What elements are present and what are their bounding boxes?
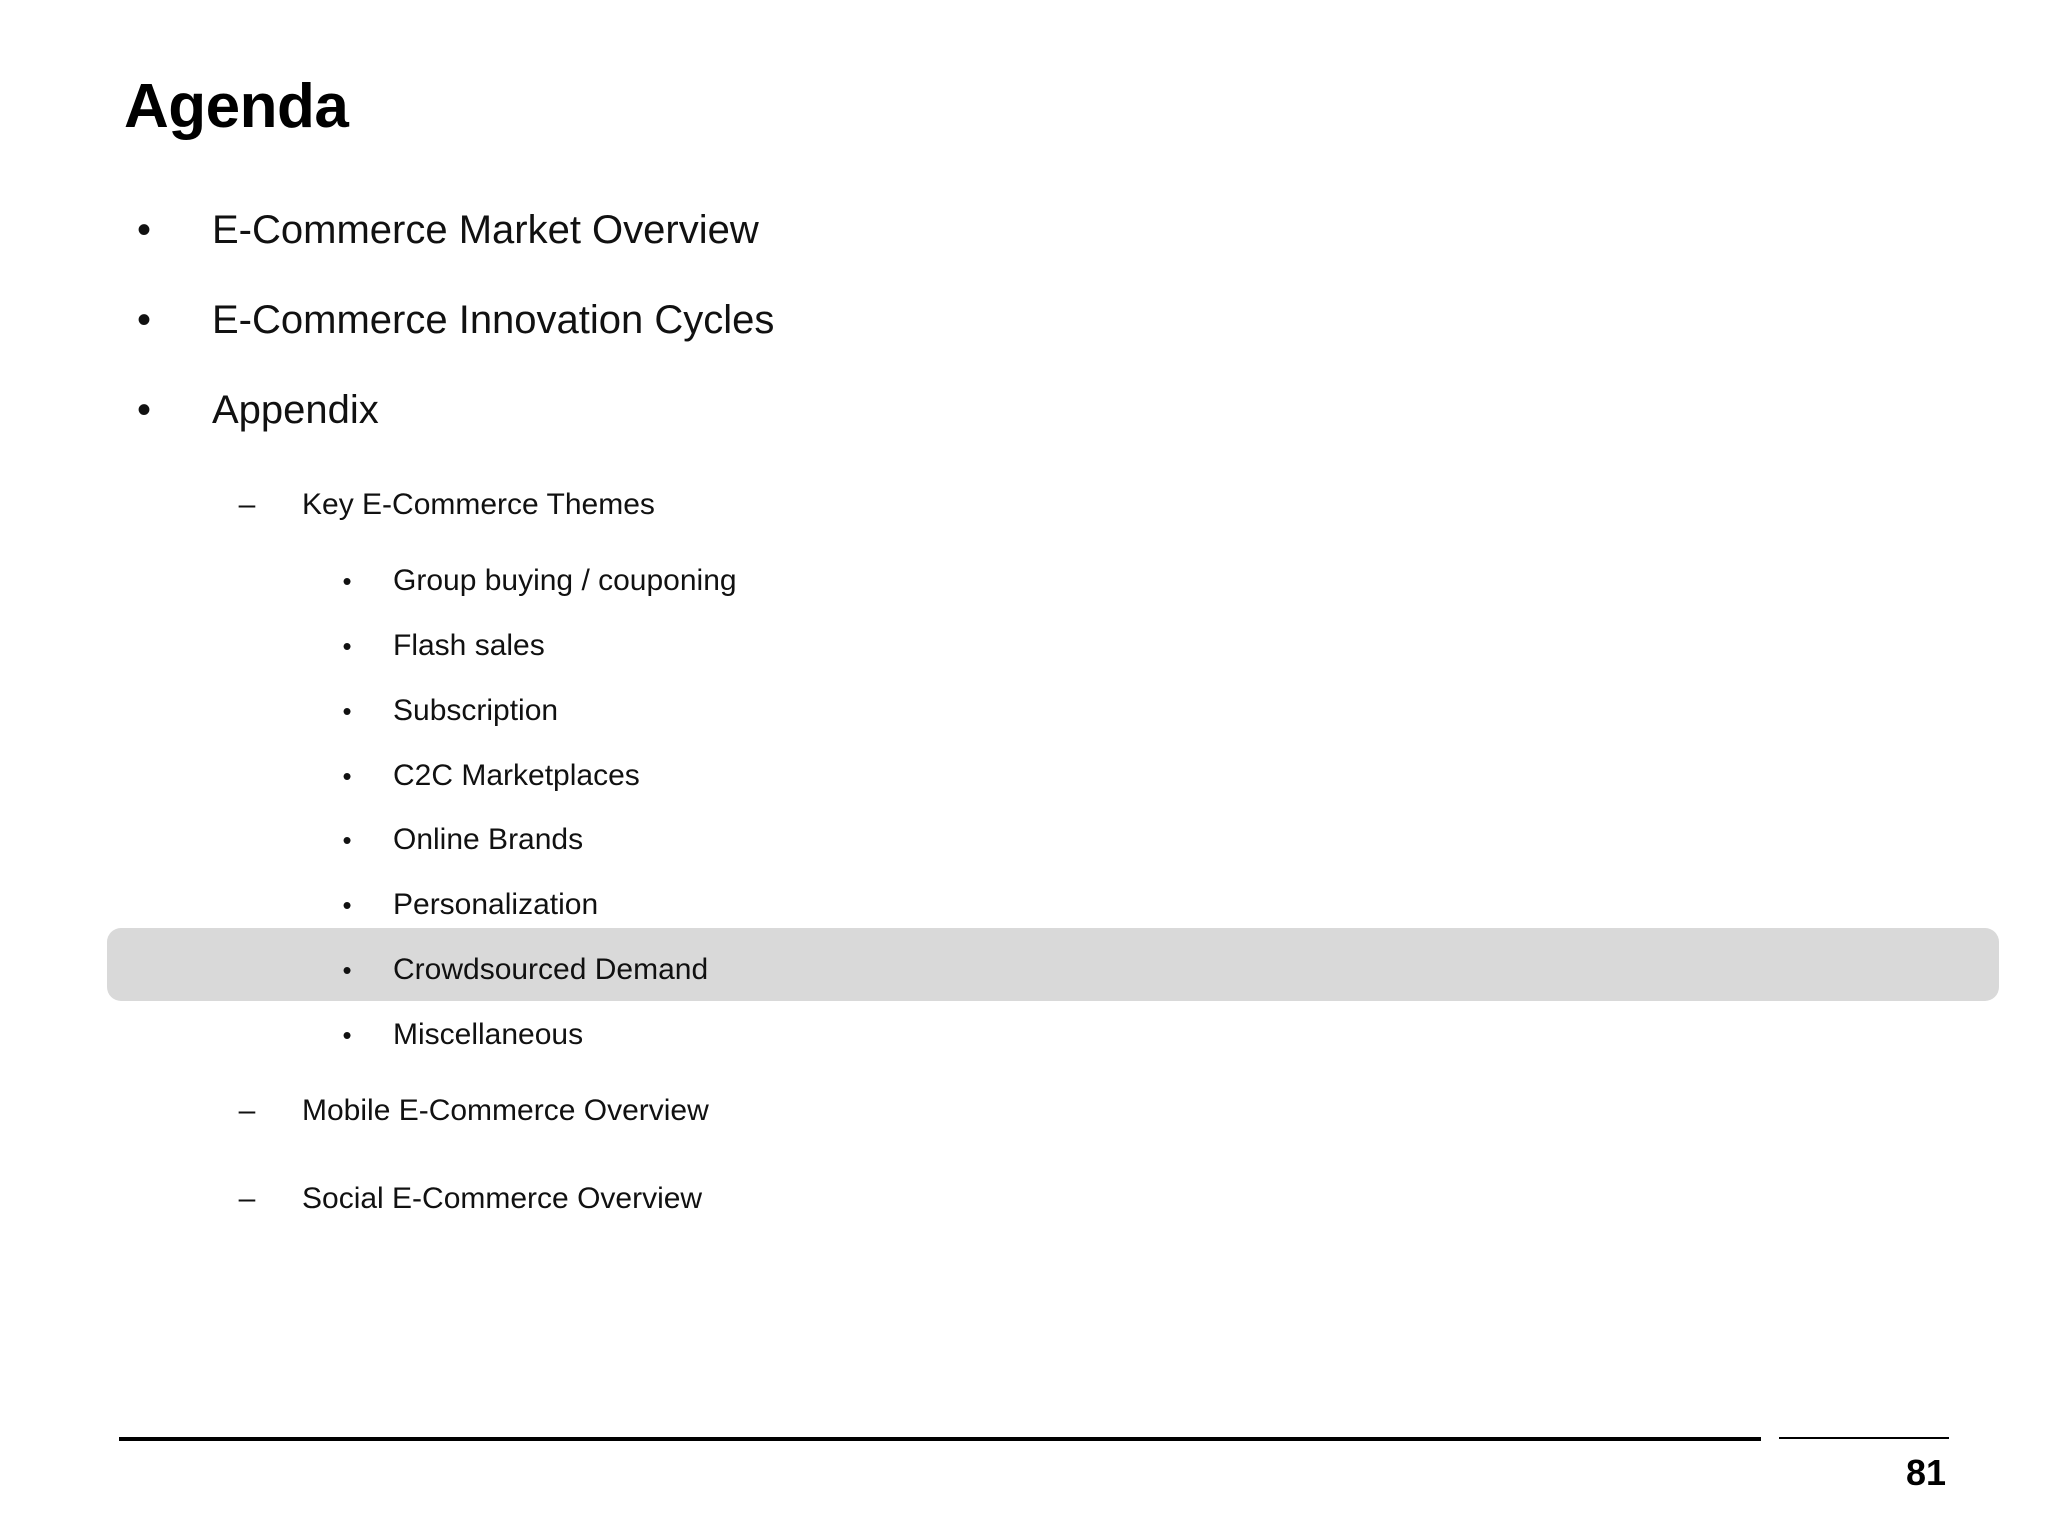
appendix-section-label: Social E-Commerce Overview: [302, 1182, 703, 1215]
appendix-section-label: Key E-Commerce Themes: [302, 488, 655, 521]
agenda-item-label: E-Commerce Innovation Cycles: [212, 297, 775, 342]
theme-label: Flash sales: [393, 629, 545, 662]
dash-icon: –: [238, 1094, 256, 1127]
agenda-item-label: Appendix: [212, 387, 379, 432]
bullet-icon: •: [136, 297, 151, 342]
bullet-icon: •: [342, 565, 352, 596]
bullet-icon: •: [342, 954, 352, 985]
theme-label: Group buying / couponing: [393, 564, 737, 597]
bullet-icon: •: [136, 207, 151, 252]
theme-label: Miscellaneous: [393, 1018, 584, 1051]
bullet-icon: •: [342, 695, 352, 726]
agenda-item-label: E-Commerce Market Overview: [212, 207, 759, 252]
theme-label: Online Brands: [393, 823, 584, 856]
footer-divider: [119, 1437, 1761, 1441]
bullet-icon: •: [342, 630, 352, 661]
page-title: Agenda: [124, 72, 349, 141]
dash-icon: –: [238, 1182, 256, 1215]
bullet-icon: •: [342, 824, 352, 855]
theme-label: Crowdsourced Demand: [393, 953, 709, 986]
theme-label: Subscription: [393, 694, 559, 727]
appendix-section-label: Mobile E-Commerce Overview: [302, 1094, 709, 1127]
theme-label: C2C Marketplaces: [393, 759, 640, 792]
dash-icon: –: [238, 488, 256, 521]
bullet-icon: •: [136, 387, 151, 432]
page-number-divider: [1779, 1437, 1949, 1439]
bullet-icon: •: [342, 1019, 352, 1050]
bullet-icon: •: [342, 760, 352, 791]
page-number: 81: [1905, 1452, 1946, 1493]
current-section-highlight: [107, 928, 1999, 1001]
theme-label: Personalization: [393, 888, 599, 921]
bullet-icon: •: [342, 889, 352, 920]
